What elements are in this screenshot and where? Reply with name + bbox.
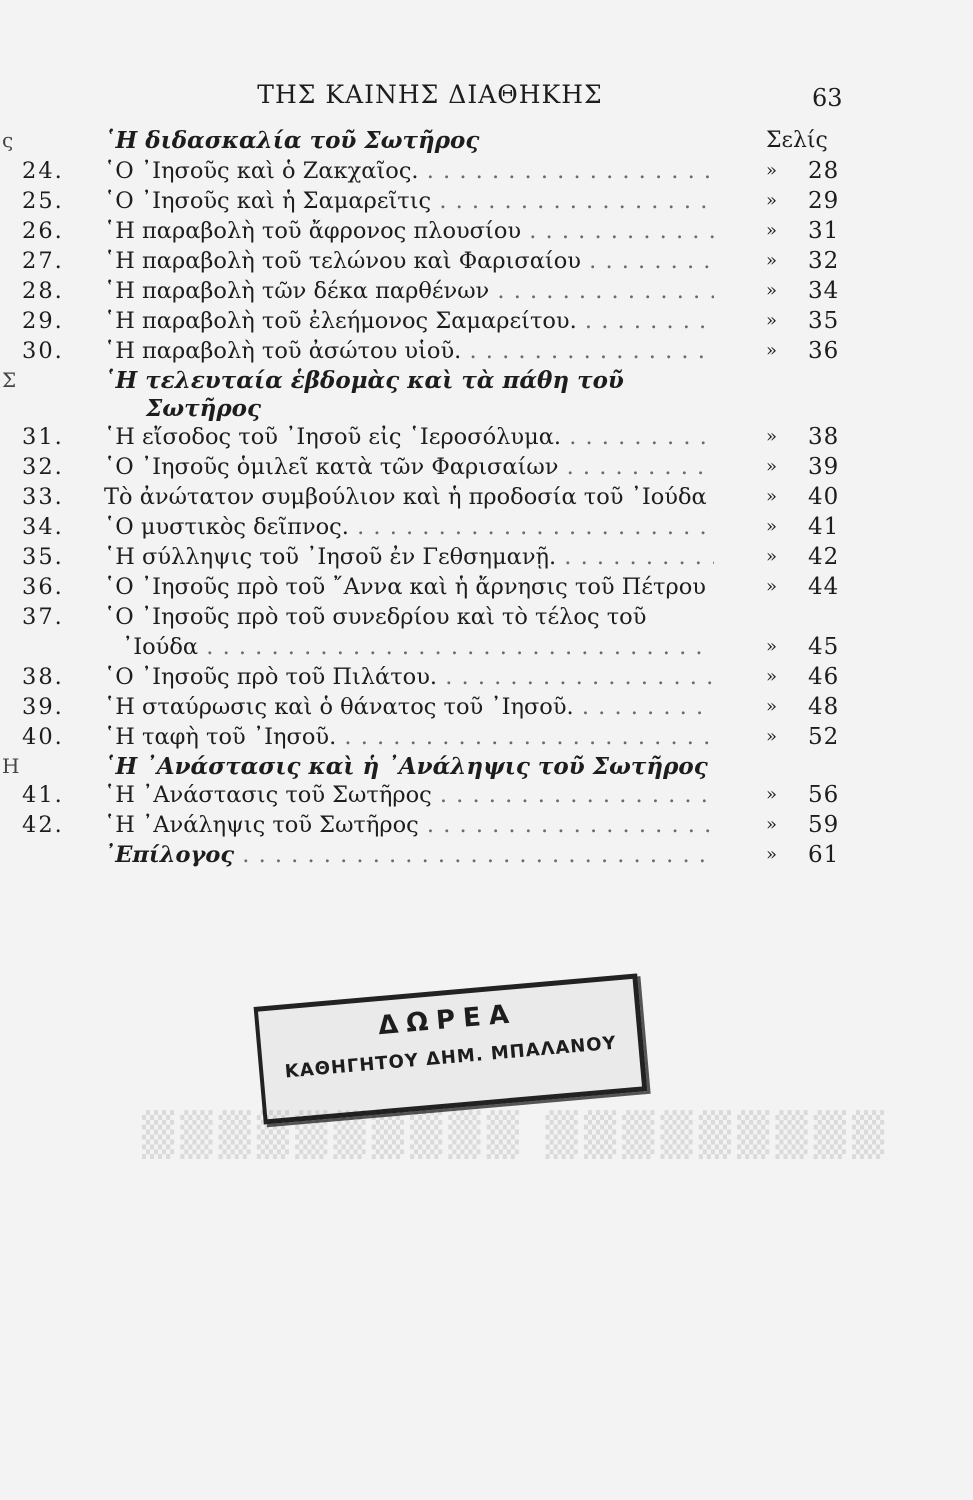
toc-row <box>0 572 973 602</box>
ditto-mark: » <box>766 516 778 537</box>
entry-page: 28 <box>808 158 840 184</box>
entry-number: 36. <box>22 574 64 600</box>
entry-page: 35 <box>808 308 840 334</box>
entry-title: ῾Ο ᾿Ιησοῦς καὶ ἡ Σαμαρεῖτις . . . <box>104 186 714 216</box>
entry-page: 36 <box>808 338 840 364</box>
ditto-mark: » <box>766 696 778 717</box>
toc-row <box>0 780 973 810</box>
entry-title: ῾Ο ᾿Ιησοῦς ὁμιλεῖ κατὰ τῶν Φαρισαίων . . . <box>104 452 714 482</box>
ditto-mark: » <box>766 546 778 567</box>
entry-number: 33. <box>22 484 64 510</box>
ditto-mark: » <box>766 250 778 271</box>
entry-title: ῾Ο ᾿Ιησοῦς καὶ ὁ Ζακχαῖος. . . . <box>104 156 714 186</box>
page-number: 63 <box>812 84 843 112</box>
entry-page: 46 <box>808 664 840 690</box>
entry-page: 32 <box>808 248 840 274</box>
ditto-mark: » <box>766 726 778 747</box>
toc-row <box>0 216 973 246</box>
entry-title: ῾Η παραβολὴ τοῦ ἀσώτου υἱοῦ. . . . <box>104 336 714 366</box>
entry-title: Τὸ ἀνώτατον συμβούλιον καὶ ἡ προδοσία τοῦ ᾿Ιούδα <box>104 484 707 510</box>
toc-row <box>0 602 973 632</box>
toc-row <box>0 186 973 216</box>
toc-row <box>0 246 973 276</box>
section-heading-epilogue: ᾿Επίλογος <box>104 842 235 868</box>
entry-number: 42. <box>22 812 64 838</box>
ditto-mark: » <box>766 576 778 597</box>
running-header: ΤΗΣ ΚΑΙΝΗΣ ΔΙΑΘΗΚΗΣ <box>257 80 603 109</box>
toc-row <box>0 692 973 722</box>
entry-title: ῾Η παραβολὴ τοῦ ἄφρονος πλουσίου . . . <box>104 216 714 246</box>
entry-title: ῾Η ταφὴ τοῦ ᾿Ιησοῦ. . . . <box>104 722 714 752</box>
stamp-line-2: ΚΑΘΗΓΗΤΟΥ ΔΗΜ. ΜΠΑΛΑΝΟΥ <box>284 1032 618 1083</box>
entry-number: 26. <box>22 218 64 244</box>
toc-row <box>0 422 973 452</box>
ditto-mark: » <box>766 844 778 865</box>
entry-number: 24. <box>22 158 64 184</box>
ditto-mark: » <box>766 160 778 181</box>
entry-title: ῾Η σταύρωσις καὶ ὁ θάνατος τοῦ ᾿Ιησοῦ. . . . <box>104 692 714 722</box>
toc-row <box>0 156 973 186</box>
entry-page: 29 <box>808 188 840 214</box>
margin-mark: ς <box>2 128 14 152</box>
ditto-mark: » <box>766 190 778 211</box>
toc-row <box>0 512 973 542</box>
donation-stamp <box>254 973 648 1124</box>
toc-row <box>0 306 973 336</box>
entry-page: 59 <box>808 812 840 838</box>
entry-title: ᾿Ιούδα . . . <box>122 632 714 662</box>
ditto-mark: » <box>766 666 778 687</box>
toc-row <box>0 632 973 662</box>
entry-title: ῾Η παραβολὴ τῶν δέκα παρθένων . . . <box>104 276 714 306</box>
entry-number: 25. <box>22 188 64 214</box>
entry-number: 34. <box>22 514 64 540</box>
entry-number: 27. <box>22 248 64 274</box>
entry-page: 39 <box>808 454 840 480</box>
entry-title: ῾Η ᾿Ανάληψις τοῦ Σωτῆρος . . . <box>104 810 714 840</box>
toc-row <box>0 840 973 870</box>
entry-page: 38 <box>808 424 840 450</box>
entry-page: 40 <box>808 484 840 510</box>
entry-number: 38. <box>22 664 64 690</box>
toc-row <box>0 482 973 512</box>
section-heading-teaching: ῾Η διδασκαλία τοῦ Σωτῆρος <box>104 127 480 154</box>
margin-mark: Η <box>2 754 20 778</box>
entry-number: 30. <box>22 338 64 364</box>
ditto-mark: » <box>766 636 778 657</box>
ditto-mark: » <box>766 310 778 331</box>
ditto-mark: » <box>766 814 778 835</box>
section-heading-last-week-cont: Σωτῆρος <box>146 395 261 422</box>
entry-title: ῾Η παραβολὴ τοῦ τελώνου καὶ Φαρισαίου . . . <box>104 246 714 276</box>
entry-title: ῾Η εἴσοδος τοῦ ᾿Ιησοῦ εἰς ῾Ιεροσόλυμα. . . . <box>104 422 714 452</box>
toc-row <box>0 810 973 840</box>
ditto-mark: » <box>766 486 778 507</box>
ditto-mark: » <box>766 280 778 301</box>
ditto-mark: » <box>766 456 778 477</box>
toc-row <box>0 542 973 572</box>
entry-page: 31 <box>808 218 840 244</box>
entry-title-epilogue <box>104 840 714 870</box>
entry-number: 37. <box>22 604 64 630</box>
entry-page: 41 <box>808 514 840 540</box>
entry-page: 61 <box>808 842 840 868</box>
entry-title: ῾Η παραβολὴ τοῦ ἐλεήμονος Σαμαρείτου. . . . <box>104 306 714 336</box>
entry-number: 29. <box>22 308 64 334</box>
ditto-mark: » <box>766 426 778 447</box>
entry-number: 31. <box>22 424 64 450</box>
entry-page: 48 <box>808 694 840 720</box>
entry-title: ῾Ο ᾿Ιησοῦς πρὸ τοῦ Πιλάτου. . . . <box>104 662 714 692</box>
entry-title: ῾Η ᾿Ανάστασις τοῦ Σωτῆρος . . . <box>104 780 714 810</box>
entry-title: ῾Ο ᾿Ιησοῦς πρὸ τοῦ ῎Αννα καὶ ἡ ἄρνησις τοῦ Πέτρου <box>104 574 706 600</box>
entry-title: ῾Ο ᾿Ιησοῦς πρὸ τοῦ συνεδρίου καὶ τὸ τέλος τοῦ <box>104 604 647 630</box>
ditto-mark: » <box>766 784 778 805</box>
stamp-line-1: ΔΩΡΕΑ <box>376 999 519 1042</box>
ditto-mark: » <box>766 220 778 241</box>
entry-number: 41. <box>22 782 64 808</box>
margin-mark: Σ <box>2 368 17 392</box>
show-through-text: ▒▒▒▒▒▒▒▒▒ ▒▒▒▒▒▒▒▒▒▒ <box>135 1110 885 1159</box>
section-heading-last-week: ῾Η τελευταία ἑβδομὰς καὶ τὰ πάθη τοῦ <box>104 367 624 394</box>
entry-number: 32. <box>22 454 64 480</box>
entry-page: 42 <box>808 544 840 570</box>
entry-page: 56 <box>808 782 840 808</box>
toc-row <box>0 662 973 692</box>
toc-row <box>0 722 973 752</box>
entry-page: 45 <box>808 634 840 660</box>
page-column-header: Σελίς <box>766 128 828 153</box>
entry-number: 39. <box>22 694 64 720</box>
toc-row <box>0 276 973 306</box>
entry-number: 28. <box>22 278 64 304</box>
ditto-mark: » <box>766 340 778 361</box>
entry-page: 44 <box>808 574 840 600</box>
entry-title: ῾Η σύλληψις τοῦ ᾿Ιησοῦ ἐν Γεθσημανῇ. . . . <box>104 542 714 572</box>
entry-title: ῾Ο μυστικὸς δεῖπνος. . . . <box>104 512 714 542</box>
toc-row <box>0 336 973 366</box>
toc-row <box>0 452 973 482</box>
entry-page: 52 <box>808 724 840 750</box>
entry-number: 35. <box>22 544 64 570</box>
section-heading-resurrection: ῾Η ᾿Ανάστασις καὶ ἡ ᾿Ανάληψις τοῦ Σωτῆρος <box>104 753 708 780</box>
entry-page: 34 <box>808 278 840 304</box>
entry-number: 40. <box>22 724 64 750</box>
